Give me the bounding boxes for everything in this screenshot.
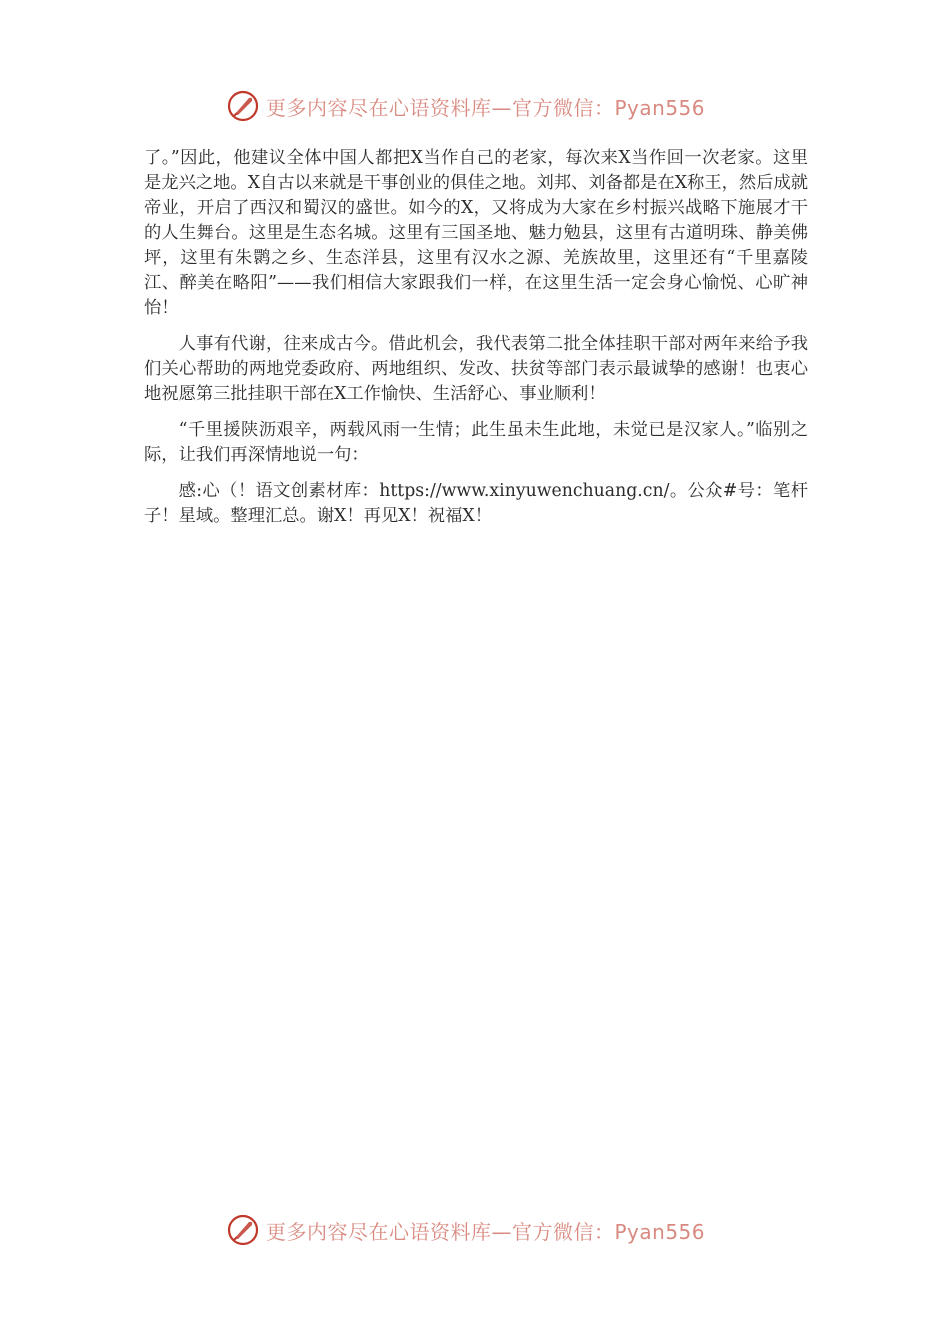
footer-banner-text: 更多内容尽在心语资料库—官方微信：Pyan556 — [266, 1219, 706, 1244]
document-body — [144, 146, 808, 540]
paragraph-4: 感:心（！语文创素材库：https://www.xinyuwenchuang.cn/。公众#号：笔杆子！星域。整理汇总。谢X！再见X！祝福X！ — [144, 481, 808, 526]
header-banner-text: 更多内容尽在心语资料库—官方微信：Pyan556 — [266, 95, 706, 120]
paragraph-3: “千里援陕沥艰辛，两载风雨一生情；此生虽未生此地，未觉已是汉家人。”临别之际，让我们再深情地说一句： — [144, 420, 808, 465]
quill-logo-icon — [226, 89, 260, 123]
footer-banner — [226, 1210, 746, 1250]
paragraph-2: 人事有代谢，往来成古今。借此机会，我代表第二批全体挂职干部对两年来给予我们关心帮助的两地党委政府、两地组织、发改、扶贫等部门表示最诚挚的感谢！也衷心地祝愿第三批挂职干部在X工作愉快、生活舒心、事业顺利！ — [144, 334, 808, 404]
quill-logo-icon — [226, 1213, 260, 1247]
header-banner — [226, 86, 746, 126]
paragraph-1: 了。”因此，他建议全体中国人都把X当作自己的老家，每次来X当作回一次老家。这里是龙兴之地。X自古以来就是干事创业的俱佳之地。刘邦、刘备都是在X称王，然后成就帝业，开启了西汉和蜀汉的盛世。如今的X，又将成为大家在乡村振兴战略下施展才干的人生舞台。这里是生态名城。这里有三国圣地、魅力勉县，这里有古道明珠、静美佛坪，这里有朱鹮之乡、生态洋县，这里有汉水之源、羌族故里，这里还有“千里嘉陵江、醉美在略阳”——我们相信大家跟我们一样，在这里生活一定会身心愉悦、心旷神怡！ — [144, 148, 809, 318]
